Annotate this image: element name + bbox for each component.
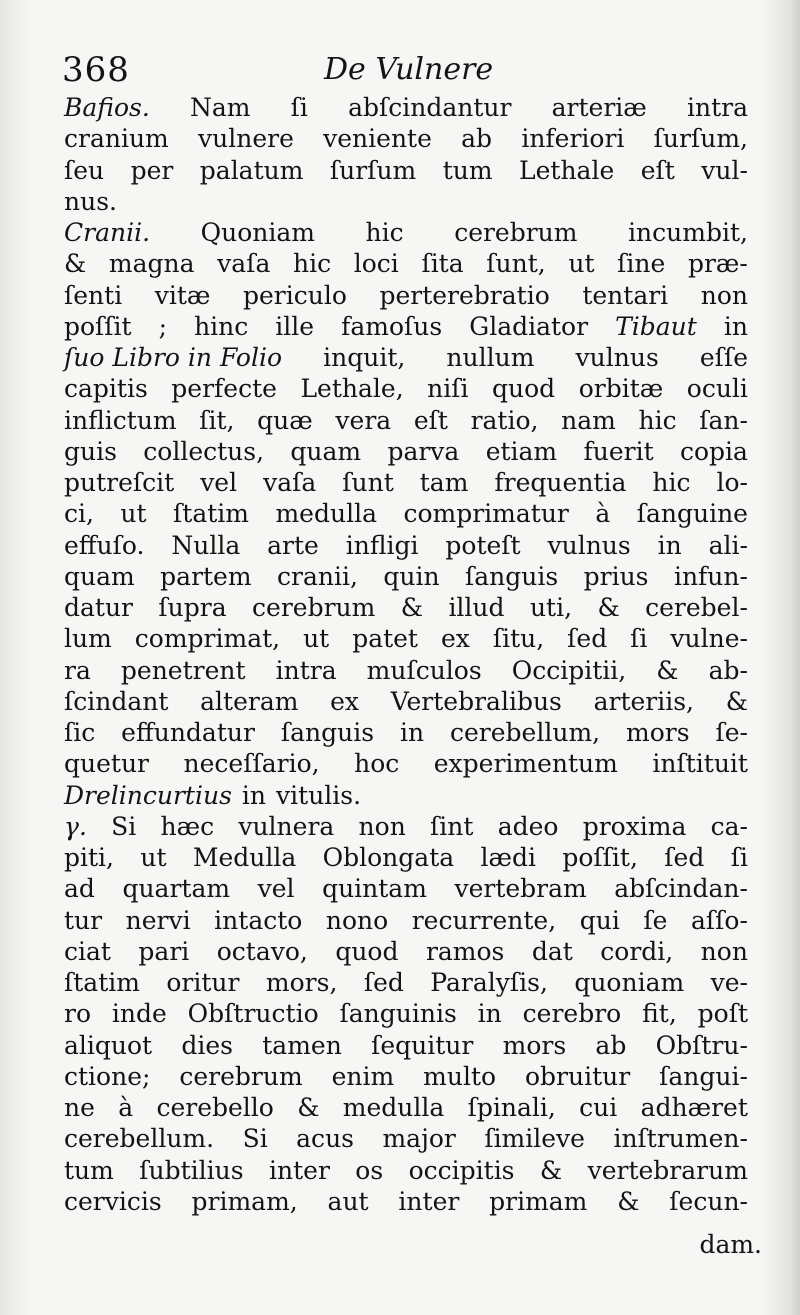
word: vaſa [263, 468, 317, 497]
word: prius [583, 561, 649, 591]
word: incumbit, [628, 218, 748, 247]
text-line [64, 873, 748, 904]
word: ratio, [470, 405, 539, 435]
word: hinc [194, 311, 249, 341]
word: Obſtru- [655, 1030, 748, 1060]
word: ſi [630, 624, 648, 654]
word: & [539, 1155, 563, 1185]
word: ali- [708, 530, 748, 560]
word: vulnera [238, 811, 335, 841]
word: ſint [430, 811, 474, 841]
word: arte [267, 530, 319, 560]
word: cerebellum. [64, 1124, 215, 1154]
word: ne [64, 1093, 95, 1122]
text-line [64, 811, 748, 842]
word: ſubtilius [139, 1155, 244, 1185]
word: ſpinali, [467, 1093, 556, 1122]
word: muſculos [366, 655, 482, 685]
word: cerebrum [252, 593, 376, 622]
word: effundatur [121, 718, 255, 747]
word: arteriæ [551, 93, 647, 122]
word: octavo, [216, 936, 308, 966]
word: loci [353, 249, 399, 279]
text-line [64, 748, 748, 779]
word: & [597, 593, 620, 622]
word: tam [419, 468, 469, 497]
word: alteram [200, 686, 299, 716]
word: aut [327, 1186, 369, 1216]
word: & [656, 655, 679, 685]
word: putreſcit [64, 468, 175, 497]
word: ſuo Libro in Folio [64, 343, 283, 372]
word: cerebellum, [450, 718, 601, 747]
text-line [64, 842, 748, 873]
word: abſcindantur [348, 93, 512, 122]
word: nam [561, 405, 616, 435]
word: Nulla [171, 530, 241, 560]
word: ſupra [158, 593, 227, 622]
word: copia [679, 436, 748, 466]
word: nono [325, 905, 389, 935]
word: tum [442, 155, 493, 185]
word: cerebello [156, 1093, 274, 1122]
word: patet [352, 624, 418, 654]
word: non [700, 936, 748, 966]
word: intra [275, 655, 337, 685]
text-line [64, 405, 748, 436]
word: ſitu, [492, 624, 545, 654]
word: inquit, [323, 343, 406, 372]
page-number: 368 [62, 50, 130, 90]
text-line [64, 780, 748, 811]
word: niſi [427, 374, 469, 404]
word: ſcindant [64, 686, 169, 716]
word: proxima [582, 811, 687, 841]
word: inſtituit [652, 749, 748, 779]
word: & [297, 1093, 320, 1122]
word: partem [160, 561, 252, 591]
word: hoc [354, 749, 400, 779]
word: quoniam [574, 968, 685, 997]
word: tentari [582, 280, 669, 310]
word: in [399, 718, 425, 747]
word: ſed [567, 624, 608, 654]
word: in [241, 780, 267, 810]
word: Obſtructio [187, 999, 319, 1029]
word: perfecte [171, 374, 277, 404]
word: Vertebralibus [390, 686, 562, 716]
word: oculi [686, 374, 748, 404]
word: inferiori [521, 124, 625, 154]
word: in [657, 530, 682, 560]
word: tamen [262, 1030, 342, 1060]
word: hic [365, 218, 404, 247]
word: dat [531, 936, 573, 966]
word: fit, [642, 999, 677, 1029]
word: cranium [64, 124, 169, 154]
word: vitæ [154, 280, 211, 310]
word: ſit, [199, 405, 235, 435]
word: quæ [257, 405, 313, 435]
word: poteſt [445, 530, 521, 560]
word: multo [423, 1061, 497, 1091]
text-line [64, 92, 748, 123]
word: inflictum [64, 405, 177, 435]
word: ad [64, 874, 95, 904]
word: hic [293, 249, 332, 279]
word: quetur [64, 749, 149, 779]
word: lædi [480, 843, 537, 872]
word: effuſo. [64, 530, 145, 560]
word: cerebrum [454, 218, 578, 247]
word: penetrent [120, 655, 246, 685]
word: obruitur [525, 1061, 631, 1091]
word: vulne- [670, 624, 748, 654]
word: mors, [265, 968, 338, 997]
running-title: De Vulnere [324, 52, 494, 87]
word: quam [290, 436, 362, 466]
word: nervi [125, 905, 191, 935]
body-text [64, 92, 748, 1217]
word: Drelincurtius [64, 780, 232, 810]
word: nullum [446, 343, 535, 372]
word: cui [579, 1093, 618, 1122]
word: præ- [687, 249, 748, 279]
word: primam [489, 1186, 588, 1216]
word: abſcindan- [614, 874, 748, 904]
word: ex [440, 624, 470, 654]
word: ſunt, [486, 249, 546, 279]
text-line [64, 998, 748, 1029]
word: vaſa [217, 249, 271, 279]
word: poſſit [64, 311, 132, 341]
word: hic [652, 468, 691, 497]
word: oritur [166, 968, 240, 997]
text-line [64, 186, 748, 217]
word: datur [64, 593, 134, 622]
text-line [64, 1030, 748, 1061]
word: & [617, 1186, 640, 1216]
word: per [130, 155, 174, 185]
word: veniente [323, 124, 432, 154]
word: & [400, 593, 424, 622]
word: cervicis [64, 1186, 162, 1216]
word: ro [64, 999, 92, 1029]
word: non [700, 280, 748, 310]
text-line [64, 1186, 748, 1217]
word: ſanguis [464, 561, 559, 591]
word: collectus, [143, 436, 265, 466]
word: acus [296, 1124, 354, 1154]
word: ſecun- [669, 1186, 748, 1216]
word: aliquot [64, 1030, 153, 1060]
word: ſe- [715, 718, 748, 747]
text-line [64, 905, 748, 936]
word: in [477, 999, 502, 1029]
word: ſed [363, 968, 404, 997]
text-line [64, 717, 748, 748]
word: etiam [485, 436, 558, 466]
text-line [64, 1123, 748, 1154]
word: ſimileve [484, 1124, 585, 1154]
word: ſtatim [64, 968, 140, 997]
text-line [64, 498, 748, 529]
word: inter [398, 1186, 460, 1216]
word: fuerit [583, 436, 654, 466]
word: parva [387, 436, 460, 466]
word: ve- [710, 968, 748, 997]
word: ſine [617, 249, 666, 279]
text-line [64, 373, 748, 404]
word: Oblongata [322, 843, 455, 872]
word: ut [303, 624, 330, 654]
word: Si [242, 1124, 268, 1154]
word: eſſe [699, 343, 748, 372]
text-line [64, 592, 748, 623]
word: ſenti [64, 280, 123, 310]
word: vera [335, 405, 392, 435]
word: ſed [664, 843, 705, 872]
text-line [64, 1092, 748, 1123]
word: periculo [243, 280, 347, 310]
word: eſt [640, 155, 675, 185]
word: ſi [730, 843, 748, 872]
word: mors [626, 718, 690, 747]
text-line [64, 623, 748, 654]
word: uti, [529, 593, 573, 622]
word: intra [687, 93, 748, 122]
word: ſequitur [371, 1030, 474, 1060]
word: vulnus [547, 530, 631, 560]
word: mors [502, 1030, 567, 1060]
text-line [64, 530, 748, 561]
word: quam [64, 561, 135, 591]
word: ca- [710, 811, 748, 841]
word: neceſſario, [183, 749, 320, 779]
text-line [64, 248, 748, 279]
text-line [64, 655, 748, 686]
word: occipitis [408, 1155, 515, 1185]
word: ramos [425, 936, 505, 966]
word: ſunt [342, 468, 394, 497]
word: ra [64, 655, 91, 685]
word: illud [448, 593, 505, 622]
word: cordi, [600, 936, 674, 966]
word: hæc [160, 811, 215, 841]
word: palatum [199, 155, 304, 185]
word: adhæret [640, 1093, 748, 1122]
text-line [64, 123, 748, 154]
word: lum [64, 624, 112, 654]
word: ſanguine [636, 499, 748, 529]
word: ut [120, 499, 147, 529]
word: tum [64, 1155, 114, 1185]
word: famoſus [341, 311, 443, 341]
word: medulla [342, 1093, 445, 1122]
word: arteriis, [593, 686, 695, 716]
word: Bafios. [64, 93, 150, 122]
word: quintam [322, 874, 427, 904]
word: vulnere [198, 124, 294, 154]
word: Medulla [192, 843, 297, 872]
word: os [355, 1155, 384, 1185]
word: ſanguinis [339, 999, 457, 1029]
word: infligi [345, 530, 419, 560]
word: γ. [64, 811, 87, 841]
page-header [62, 50, 752, 94]
word: aſſo- [690, 905, 748, 935]
text-line [64, 311, 748, 342]
word: ci, [64, 499, 94, 529]
word: capitis [64, 374, 148, 404]
word: piti, [64, 843, 114, 872]
text-line [64, 1155, 748, 1186]
word: quod [335, 936, 399, 966]
word: dies [181, 1030, 233, 1060]
word: major [382, 1124, 456, 1154]
word: vulnus [575, 343, 659, 372]
word: ſurſum, [653, 124, 748, 154]
word: cerebel- [645, 593, 748, 622]
word: ſe [643, 905, 668, 935]
word: ſanguis [280, 718, 375, 747]
word: à [118, 1093, 134, 1122]
word: lo- [716, 468, 748, 497]
word: ut [140, 843, 167, 872]
word: vertebrarum [587, 1155, 748, 1185]
word: hic [638, 405, 677, 435]
word: Occipitii, [511, 655, 627, 685]
word: & [64, 249, 87, 279]
text-line [64, 936, 748, 967]
word: vel [200, 468, 238, 497]
text-line [64, 217, 748, 248]
word: ctione; [64, 1061, 151, 1091]
word: Nam [189, 93, 251, 122]
catchword: dam. [699, 1230, 762, 1259]
word: ab [461, 124, 493, 154]
word: tur [64, 905, 103, 935]
word: ſita [421, 249, 464, 279]
word: & [725, 686, 748, 716]
word: orbitæ [578, 374, 664, 404]
word: inter [269, 1155, 330, 1185]
text-line [64, 436, 748, 467]
word: inde [111, 999, 167, 1029]
word: medulla [275, 499, 377, 529]
word: intacto [214, 905, 303, 935]
word: ille [275, 311, 315, 341]
word: pari [138, 936, 190, 966]
word: inſtrumen- [613, 1124, 748, 1154]
text-line [64, 467, 748, 498]
word: ciat [64, 936, 111, 966]
word: quartam [122, 874, 231, 904]
word: quod [492, 374, 556, 404]
word: infun- [673, 561, 748, 591]
text-line [64, 342, 748, 373]
word: ſan- [699, 405, 748, 435]
word: in [723, 311, 748, 341]
word: ſic [64, 718, 96, 747]
word: comprimatur [403, 499, 569, 529]
word: primam, [191, 1186, 298, 1216]
word: Paralyſis, [430, 968, 548, 997]
text-line [64, 280, 748, 311]
word: adeo [497, 811, 559, 841]
word: poſſit, [562, 843, 638, 872]
word: ſi [290, 93, 308, 122]
word: non [358, 811, 406, 841]
word: ; [158, 311, 168, 341]
word: eſt [413, 405, 448, 435]
word: perterebratio [379, 280, 550, 310]
word: recurrente, [411, 905, 557, 935]
word: cerebrum [179, 1061, 303, 1091]
word: experimentum [433, 749, 618, 779]
word: nus. [64, 186, 117, 216]
word: ſangui- [659, 1061, 748, 1091]
word: ab [595, 1030, 627, 1060]
word: ſurſum [329, 155, 417, 185]
word: vertebram [454, 874, 587, 904]
word: Gladiator [469, 311, 589, 341]
word: ut [568, 249, 595, 279]
word: ſeu [64, 155, 105, 185]
word: comprimat, [134, 624, 281, 654]
word: frequentia [494, 468, 627, 497]
word: vel [257, 874, 295, 904]
word: enim [331, 1061, 395, 1091]
word: ex [330, 686, 360, 716]
text-line [64, 967, 748, 998]
word: Tibaut [615, 311, 697, 341]
word: cranii, [277, 561, 358, 591]
word: quin [383, 561, 440, 591]
word: ab- [708, 655, 748, 685]
word: cerebro [522, 999, 622, 1029]
word: qui [579, 905, 620, 935]
word: Si [111, 811, 137, 841]
word: Quoniam [200, 218, 315, 247]
word: vitulis. [276, 780, 362, 810]
word: Cranii. [64, 218, 151, 247]
word: Lethale, [300, 374, 404, 404]
text-line [64, 686, 748, 717]
text-line [64, 561, 748, 592]
word: poſt [697, 999, 748, 1029]
word: magna [108, 249, 195, 279]
word: vul- [701, 155, 748, 185]
text-line [64, 1061, 748, 1092]
word: ſtatim [173, 499, 249, 529]
word: guis [64, 436, 117, 466]
text-line [64, 155, 748, 186]
word: Lethale [519, 155, 615, 185]
word: à [595, 499, 611, 529]
